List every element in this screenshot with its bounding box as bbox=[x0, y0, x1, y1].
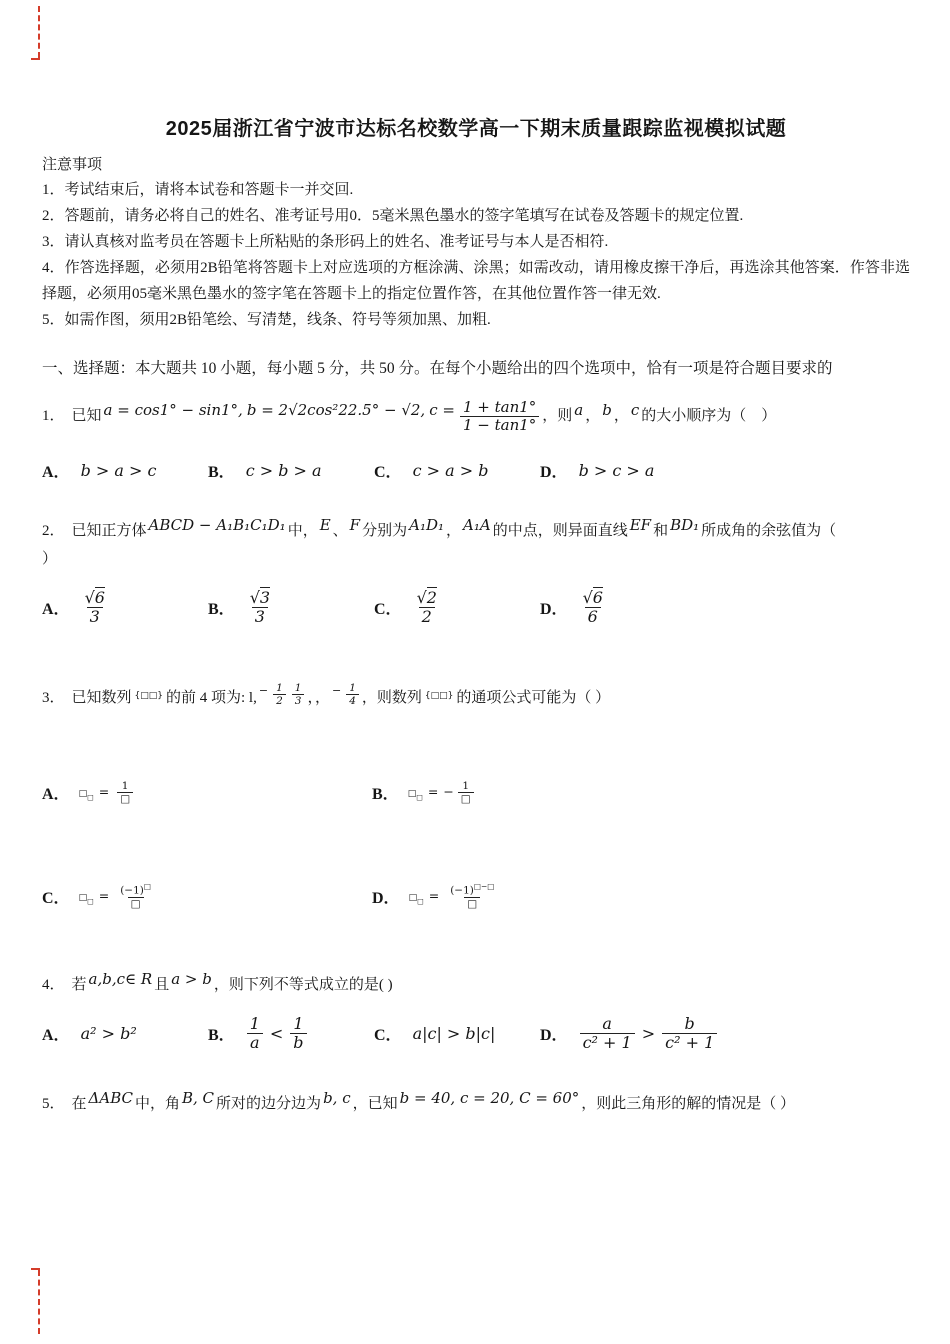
section-heading: 一、选择题：本大题共 10 小题，每小题 5 分，共 50 分。在每个小题给出的四个选项中，恰有一项是符合题目要求的 bbox=[42, 360, 833, 377]
math-edge-1: A₁D₁ bbox=[409, 515, 444, 534]
sqrt-sign: √ bbox=[84, 587, 95, 607]
fraction-numerator: 1 bbox=[349, 682, 356, 695]
math-sides: b, c bbox=[323, 1088, 351, 1107]
math-expression-b: b = 2√2cos²22.5° − √2, bbox=[246, 401, 426, 420]
term-base: □ bbox=[408, 893, 418, 904]
fraction-denominator: 3 bbox=[87, 607, 103, 626]
option-a bbox=[42, 459, 208, 482]
notice-item-3: 3．请认真核对监考员在答题卡上所粘贴的条形码上的姓名、准考证号与本人是否相符. bbox=[42, 234, 609, 250]
relation-sign: < bbox=[269, 1024, 284, 1044]
stem-text: ，则此三角形的解的情况是（ ） bbox=[581, 1095, 796, 1112]
equals-sign: = bbox=[428, 888, 440, 904]
option-formula bbox=[79, 780, 137, 805]
stem-text: ， bbox=[585, 408, 601, 425]
fraction-numerator: 1 + tan1° bbox=[462, 398, 537, 416]
option-value: a|c| > b|c| bbox=[412, 1024, 496, 1044]
math-cube-name: ABCD − A₁B₁C₁D₁ bbox=[148, 515, 286, 534]
fraction bbox=[460, 399, 539, 435]
option-label: B． bbox=[208, 463, 235, 481]
option-a bbox=[42, 1022, 208, 1045]
stem-text: 所对的边分边为 bbox=[216, 1095, 322, 1112]
option-b bbox=[208, 589, 374, 627]
page-title: 2025届浙江省宁波市达标名校数学高一下期末质量跟踪监视模拟试题 bbox=[165, 118, 787, 140]
question-number: 4． bbox=[42, 977, 65, 994]
fraction bbox=[117, 883, 154, 910]
fraction-numerator bbox=[117, 883, 154, 897]
equals-sign: = bbox=[98, 888, 110, 904]
sequence-notation: {□□} bbox=[424, 691, 454, 702]
question-number: 3． bbox=[42, 690, 65, 707]
question-1-stem bbox=[42, 399, 910, 435]
option-value: b > a > c bbox=[80, 460, 157, 480]
option-label: B． bbox=[208, 1027, 235, 1045]
math-line-ef: EF bbox=[629, 515, 652, 534]
option-label: A． bbox=[42, 463, 70, 481]
notice-item-5: 5．如需作图，须用2B铅笔绘、写清楚，线条、符号等须加黑、加粗. bbox=[42, 312, 491, 328]
math-angles: B, C bbox=[182, 1088, 215, 1107]
sequence-notation: {□□} bbox=[134, 691, 163, 702]
option-b bbox=[208, 1015, 374, 1053]
question-5-stem bbox=[42, 1089, 910, 1118]
radicand: 6 bbox=[94, 587, 105, 607]
question-3 bbox=[42, 684, 910, 910]
fraction-denominator: 2 bbox=[419, 607, 435, 626]
option-label: C． bbox=[374, 600, 402, 618]
minus-sign: − bbox=[443, 784, 454, 800]
fraction-numerator: 1 bbox=[294, 682, 302, 695]
stem-text: 若 bbox=[71, 977, 87, 994]
fraction-denominator: □ bbox=[464, 897, 480, 910]
relation-sign: > bbox=[641, 1024, 656, 1044]
option-value: c > b > a bbox=[245, 460, 322, 480]
term-subscript: □ bbox=[87, 793, 94, 802]
fraction bbox=[292, 682, 305, 707]
fraction-numerator: 1 bbox=[293, 1014, 304, 1034]
cut-mark-bottom bbox=[38, 1270, 40, 1334]
sqrt-sign: √ bbox=[249, 587, 260, 607]
fraction-denominator: 3 bbox=[292, 694, 305, 707]
math-line-bd1: BD₁ bbox=[670, 515, 700, 534]
fraction bbox=[82, 589, 108, 627]
stem-text: 的大小顺序为（ ） bbox=[641, 408, 777, 425]
option-d bbox=[540, 459, 656, 482]
fraction-numerator bbox=[82, 589, 108, 607]
minus-sign: − bbox=[331, 684, 342, 698]
stem-text: 分别为 bbox=[362, 522, 408, 539]
numerator-base: (−1) bbox=[120, 884, 144, 897]
option-label: D． bbox=[540, 1027, 568, 1045]
option-b bbox=[208, 459, 374, 482]
stem-text: ， bbox=[613, 408, 629, 425]
option-label: C． bbox=[374, 463, 402, 481]
option-label: C． bbox=[42, 890, 70, 908]
stem-text: 在 bbox=[71, 1095, 87, 1112]
notice-item-1: 1．考试结束后，请将本试卷和答题卡一并交回. bbox=[42, 182, 354, 198]
option-value: b > c > a bbox=[578, 460, 655, 480]
fraction bbox=[662, 1015, 717, 1053]
question-5 bbox=[42, 1089, 910, 1118]
stem-text: ， bbox=[314, 690, 330, 707]
option-formula bbox=[409, 883, 501, 910]
option-formula bbox=[79, 883, 157, 910]
option-d bbox=[540, 1015, 720, 1053]
question-4 bbox=[42, 970, 910, 1053]
option-label: A． bbox=[42, 786, 70, 804]
option-a bbox=[42, 780, 372, 805]
numerator-exponent: □−□ bbox=[473, 882, 495, 892]
question-2 bbox=[42, 516, 910, 627]
fraction-denominator: c² + 1 bbox=[580, 1033, 635, 1052]
fraction bbox=[273, 682, 286, 707]
option-label: A． bbox=[42, 1027, 70, 1045]
math-var-b: b bbox=[602, 401, 612, 420]
option-label: D． bbox=[372, 890, 400, 908]
minus-sign: − bbox=[258, 684, 269, 698]
radicand: 3 bbox=[259, 587, 271, 607]
term-subscript: □ bbox=[416, 793, 423, 802]
stem-text: 所成角的余弦值为（ bbox=[701, 522, 837, 539]
stem-text: ，则 bbox=[542, 408, 573, 425]
question-3-stem bbox=[42, 684, 910, 714]
notice-item-2: 2．答题前，请务必将自己的姓名、准考证号用0．5毫米黑色墨水的签字笔填写在试卷及答题卡的规定位置. bbox=[42, 208, 744, 224]
math-point-f: F bbox=[349, 515, 361, 534]
question-2-options bbox=[42, 589, 910, 627]
math-point-e: E bbox=[319, 515, 331, 534]
math-condition-1: a,b,c∈ R bbox=[88, 970, 153, 989]
option-value: a² > b² bbox=[80, 1024, 137, 1044]
option-c bbox=[374, 1022, 540, 1045]
question-3-options-row-2 bbox=[42, 883, 910, 910]
fraction-denominator: □ bbox=[128, 897, 144, 910]
question-number: 5． bbox=[42, 1095, 65, 1112]
fraction bbox=[580, 589, 606, 627]
fraction-numerator: 1 bbox=[249, 1014, 260, 1034]
term-subscript: □ bbox=[417, 897, 424, 906]
math-condition-2: a > b bbox=[171, 970, 212, 989]
math-edge-2: A₁A bbox=[463, 515, 491, 534]
fraction-numerator: 1 bbox=[276, 682, 283, 695]
option-a bbox=[42, 589, 208, 627]
fraction bbox=[580, 1015, 635, 1053]
term-base: □ bbox=[78, 893, 88, 904]
fraction-denominator: 4 bbox=[346, 694, 359, 707]
stem-text: 已知 bbox=[71, 408, 102, 425]
fraction bbox=[247, 589, 273, 627]
option-label: D． bbox=[540, 600, 568, 618]
numerator-exponent: □ bbox=[143, 882, 151, 892]
math-var-a: a bbox=[574, 401, 584, 420]
stem-text: 已知正方体 bbox=[71, 522, 147, 539]
fraction-numerator bbox=[414, 589, 440, 607]
question-4-stem bbox=[42, 970, 910, 999]
stem-text: ，则数列 bbox=[361, 690, 422, 707]
fraction-denominator: 1 − tan1° bbox=[460, 416, 539, 434]
term-base: □ bbox=[78, 789, 88, 800]
option-label: B． bbox=[208, 600, 235, 618]
option-label: A． bbox=[42, 600, 70, 618]
option-b bbox=[372, 780, 702, 805]
option-value: c > a > b bbox=[412, 460, 489, 480]
fraction-numerator bbox=[580, 589, 606, 607]
term-base: □ bbox=[407, 789, 417, 800]
stem-text: 的前 4 项为: l, bbox=[166, 690, 257, 707]
fraction bbox=[447, 883, 497, 910]
term-subscript: □ bbox=[87, 897, 94, 906]
fraction-numerator: b bbox=[684, 1014, 695, 1034]
sqrt-sign: √ bbox=[416, 587, 427, 607]
question-4-options bbox=[42, 1015, 910, 1053]
stem-text: 中， bbox=[287, 522, 318, 539]
stem-text: 的中点，则异面直线 bbox=[492, 522, 628, 539]
option-d bbox=[540, 589, 609, 627]
fraction-numerator bbox=[247, 589, 273, 607]
fraction bbox=[117, 780, 133, 805]
fraction-numerator: a bbox=[602, 1014, 612, 1034]
fraction-numerator: 1 bbox=[462, 780, 470, 793]
fraction-denominator: 2 bbox=[273, 694, 286, 707]
fraction-denominator: 6 bbox=[585, 607, 601, 626]
fraction bbox=[290, 1015, 306, 1053]
question-2-stem bbox=[42, 516, 910, 573]
fraction-numerator bbox=[447, 883, 497, 897]
equals-sign: = bbox=[98, 784, 110, 800]
question-1-options bbox=[42, 459, 910, 482]
fraction-denominator: □ bbox=[458, 792, 474, 805]
stem-text: ， bbox=[307, 690, 315, 707]
question-3-options-row-1 bbox=[42, 780, 910, 805]
stem-text: 已知数列 bbox=[71, 690, 132, 707]
stem-text: 的通项公式可能为（ ） bbox=[456, 690, 611, 707]
fraction-numerator: 1 bbox=[121, 780, 129, 793]
math-triangle: ΔABC bbox=[88, 1088, 133, 1107]
notice-item-4: 4．作答选择题，必须用2B铅笔将答题卡上对应选项的方框涂满、涂黑；如需改动，请用橡皮擦干净后，再选涂其他答案．作答非选择题，必须用05毫米黑色墨水的签字笔在答题卡上的指定位置作答，在其他位置作答一律无效. bbox=[42, 260, 910, 302]
option-formula bbox=[408, 780, 477, 805]
question-1 bbox=[42, 399, 910, 482]
option-c bbox=[374, 459, 540, 482]
fraction-denominator: 3 bbox=[252, 607, 268, 626]
stem-text-close-paren: ） bbox=[42, 550, 58, 567]
option-c bbox=[42, 883, 372, 910]
option-d bbox=[372, 883, 702, 910]
fraction-denominator: □ bbox=[117, 792, 133, 805]
fraction-denominator: a bbox=[247, 1033, 263, 1052]
stem-text: 和 bbox=[653, 522, 669, 539]
cut-mark-top bbox=[38, 6, 40, 58]
math-var-c: c bbox=[630, 401, 640, 420]
fraction bbox=[346, 682, 359, 707]
radicand: 2 bbox=[426, 587, 437, 607]
option-label: D． bbox=[540, 463, 568, 481]
option-label: C． bbox=[374, 1027, 402, 1045]
option-c bbox=[374, 589, 540, 627]
fraction-denominator: b bbox=[290, 1033, 306, 1052]
stem-text: 中，角 bbox=[134, 1095, 180, 1112]
stem-text: 、 bbox=[332, 522, 348, 539]
fraction-denominator: c² + 1 bbox=[662, 1033, 717, 1052]
fraction bbox=[247, 1015, 263, 1053]
sqrt-sign: √ bbox=[582, 587, 593, 607]
fraction bbox=[414, 589, 440, 627]
fraction bbox=[458, 780, 474, 805]
equals-sign: = bbox=[427, 784, 439, 800]
option-label: B． bbox=[372, 786, 399, 804]
stem-text: ，则下列不等式成立的是( ) bbox=[213, 977, 393, 994]
math-given-values: b = 40, c = 20, C = 60° bbox=[399, 1088, 580, 1107]
question-number: 1． bbox=[42, 408, 65, 425]
radicand: 6 bbox=[592, 587, 603, 607]
question-number: 2． bbox=[42, 522, 65, 539]
math-expression-a: a = cos1° − sin1°, bbox=[103, 401, 243, 420]
numerator-base: (−1) bbox=[450, 884, 474, 897]
stem-text: 且 bbox=[154, 977, 170, 994]
stem-text: ， bbox=[446, 522, 462, 539]
math-expression-c: c = bbox=[429, 401, 455, 420]
notice-section bbox=[42, 153, 910, 333]
notice-heading: 注意事项 bbox=[42, 157, 103, 173]
stem-text: ，已知 bbox=[352, 1095, 398, 1112]
